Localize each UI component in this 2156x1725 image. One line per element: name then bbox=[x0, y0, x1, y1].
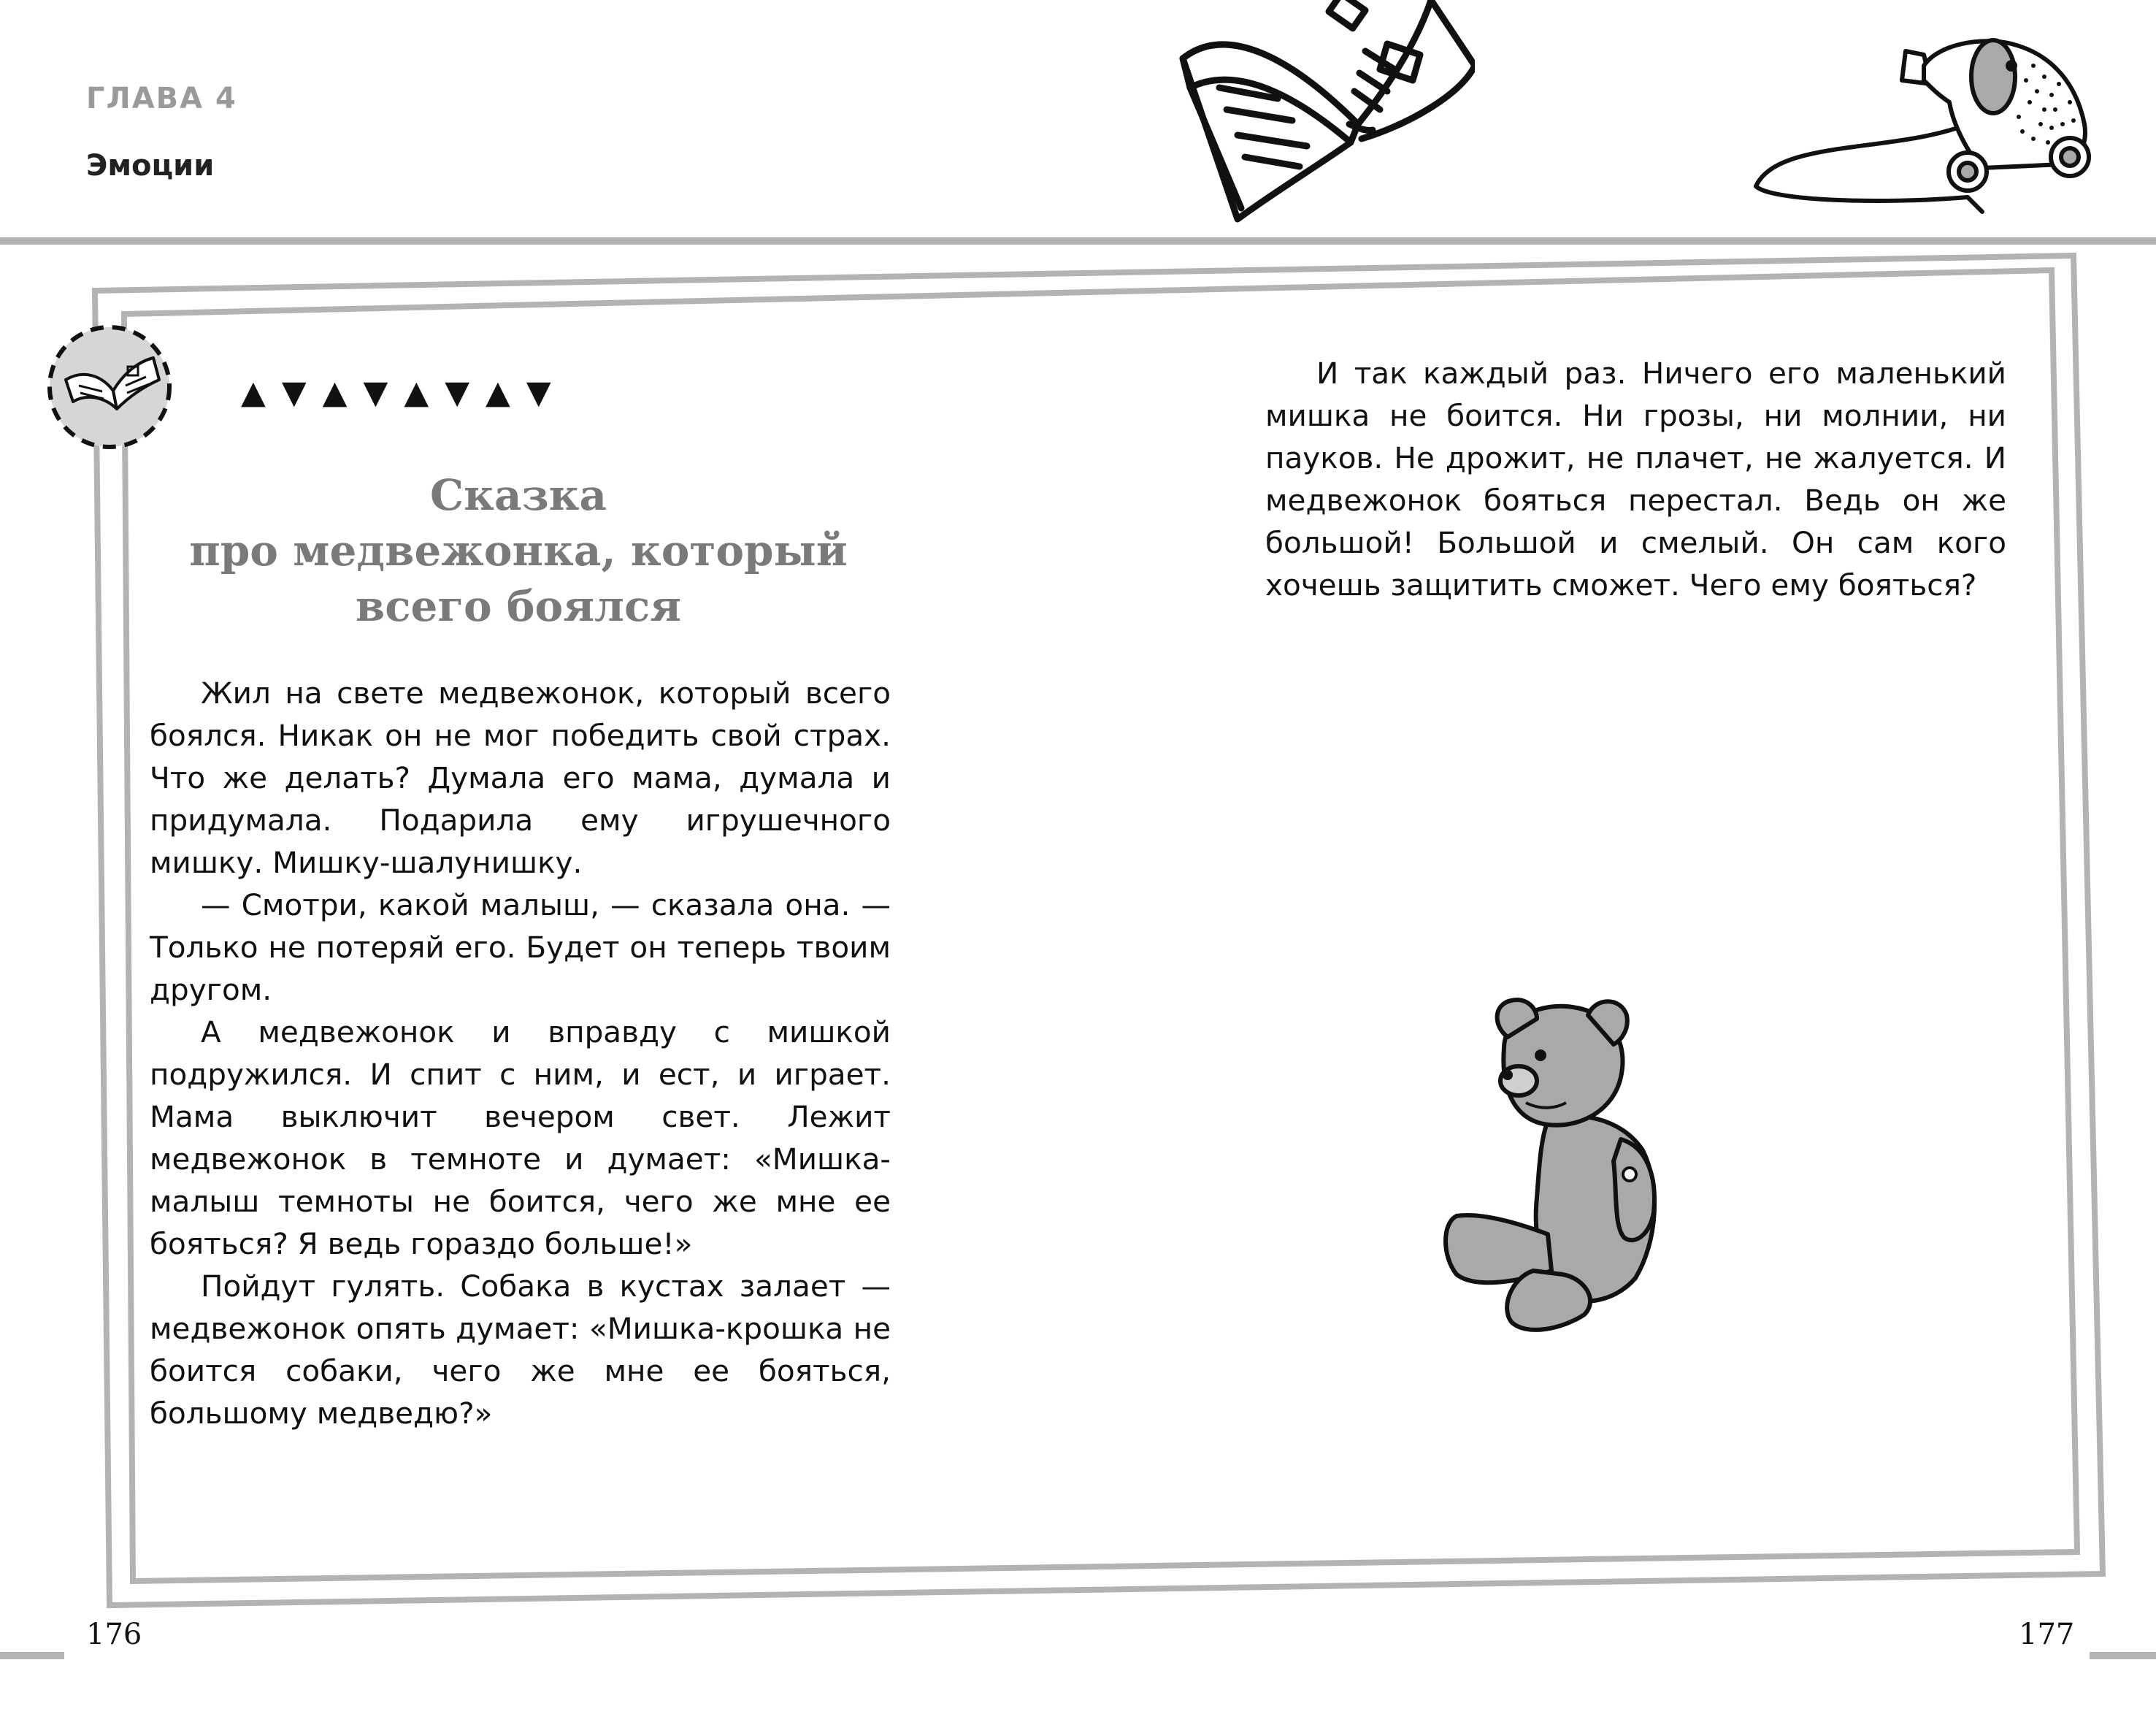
story-title-line: Сказка bbox=[429, 470, 607, 520]
story-title bbox=[153, 467, 883, 634]
page-number-left: 176 bbox=[86, 1618, 142, 1651]
footer-rule-left bbox=[0, 1652, 64, 1659]
footer-rule-right bbox=[2090, 1652, 2156, 1659]
page-number-right: 177 bbox=[2019, 1618, 2075, 1651]
teddy-bear-icon bbox=[1438, 993, 1701, 1336]
left-column-text bbox=[150, 672, 891, 1434]
chapter-title: Эмоции bbox=[86, 149, 215, 183]
right-column-text bbox=[1265, 352, 2006, 606]
story-paragraph: И так каждый раз. Ничего его маленький мишка не боится. Ни грозы, ни молнии, ни пауков. Не дрожит, не плачет, не жалуется. И медвежонок бояться перестал. Ведь он же большой! Большой и смелый. Он сам кого хочешь защитить сможет. Чего ему бояться? bbox=[1265, 356, 2006, 603]
story-title-line: всего боялся bbox=[355, 581, 682, 631]
story-paragraph: Жил на свете медвежонок, который всего боялся. Никак он не мог победить свой страх. Что же делать? Думала его мама, думала и придумала. Подарила ему игрушечного мишку. Мишку-шалунишку. bbox=[150, 676, 891, 880]
story-title-line: про медвежонка, который bbox=[189, 526, 848, 575]
story-paragraph: А медвежонок и вправду с мишкой подружился. И спит с ним, и ест, и играет. Мама выключит вечером свет. Лежит медвежонок в темноте и думает: «Мишка-малыш темноты не боится, чего же мне ее бояться? Я ведь гораздо больше!» bbox=[150, 1014, 891, 1261]
triangle-ornament: ▲▼▲▼▲▼▲▼ bbox=[241, 374, 567, 411]
story-paragraph: — Смотри, какой малыш, — сказала она. — Только не потеряй его. Будет он теперь твоим другом. bbox=[150, 887, 891, 1007]
story-paragraph: Пойдут гулять. Собака в кустах залает — медвежонок опять думает: «Мишка-крошка не боится собаки, чего же мне ее бояться, большому медведю?» bbox=[150, 1269, 891, 1431]
chapter-label: ГЛАВА 4 bbox=[86, 82, 237, 115]
open-book-icon bbox=[44, 321, 175, 453]
